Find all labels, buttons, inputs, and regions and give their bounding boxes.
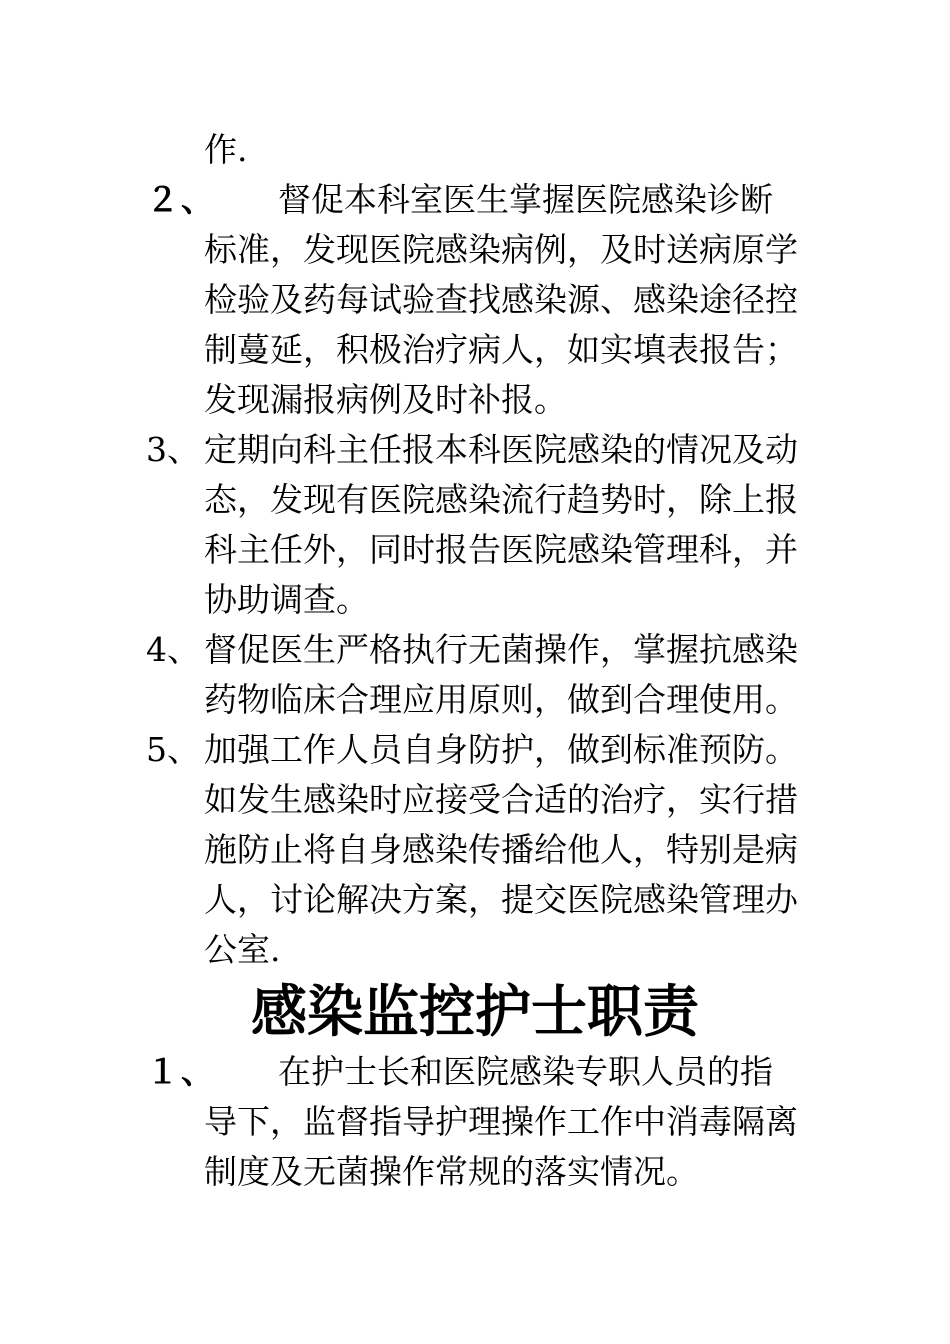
item-2-line-4: 制蔓延，积极治疗病人，如实填表报告；: [204, 330, 798, 369]
section-title: 感染监控护士职责: [251, 979, 699, 1045]
item-4-line-1: 督促医生严格执行无菌操作，掌握抗感染: [204, 630, 798, 669]
section-item-1-line-1: 在护士长和医院感染专职人员的指: [278, 1052, 773, 1091]
section-item-number-1: １、: [146, 1052, 216, 1091]
item-2-line-2: 标准，发现医院感染病例，及时送病原学: [204, 230, 798, 269]
item-2-line-3: 检验及药每试验查找感染源、感染途径控: [204, 280, 798, 319]
item-5-line-2: 如发生感染时应接受合适的治疗，实行措: [204, 780, 798, 819]
item-3-line-1: 定期向科主任报本科医院感染的情况及动: [204, 430, 798, 469]
item-number-5: 5、: [146, 730, 200, 769]
section-item-1-line-2: 导下，监督指导护理操作工作中消毒隔离: [204, 1102, 798, 1141]
item-number-2: ２、: [146, 180, 216, 219]
section-item-1-line-3: 制度及无菌操作常规的落实情况。: [204, 1152, 699, 1191]
item-3-line-3: 科主任外，同时报告医院感染管理科，并: [204, 530, 798, 569]
item-number-4: 4、: [146, 630, 200, 669]
item-2-line-1: 督促本科室医生掌握医院感染诊断: [278, 180, 773, 219]
item-2-line-5: 发现漏报病例及时补报。: [204, 380, 567, 419]
item-number-3: 3、: [146, 430, 200, 469]
continuation-text: 作.: [204, 130, 248, 169]
item-5-line-3: 施防止将自身感染传播给他人，特别是病: [204, 830, 798, 869]
item-3-line-2: 态，发现有医院感染流行趋势时，除上报: [204, 480, 798, 519]
item-5-line-1: 加强工作人员自身防护，做到标准预防。: [204, 730, 798, 769]
item-5-line-4: 人，讨论解决方案，提交医院感染管理办: [204, 880, 798, 919]
item-5-line-5: 公室.: [204, 930, 281, 969]
item-3-line-4: 协助调查。: [204, 580, 369, 619]
item-4-line-2: 药物临床合理应用原则，做到合理使用。: [204, 680, 798, 719]
